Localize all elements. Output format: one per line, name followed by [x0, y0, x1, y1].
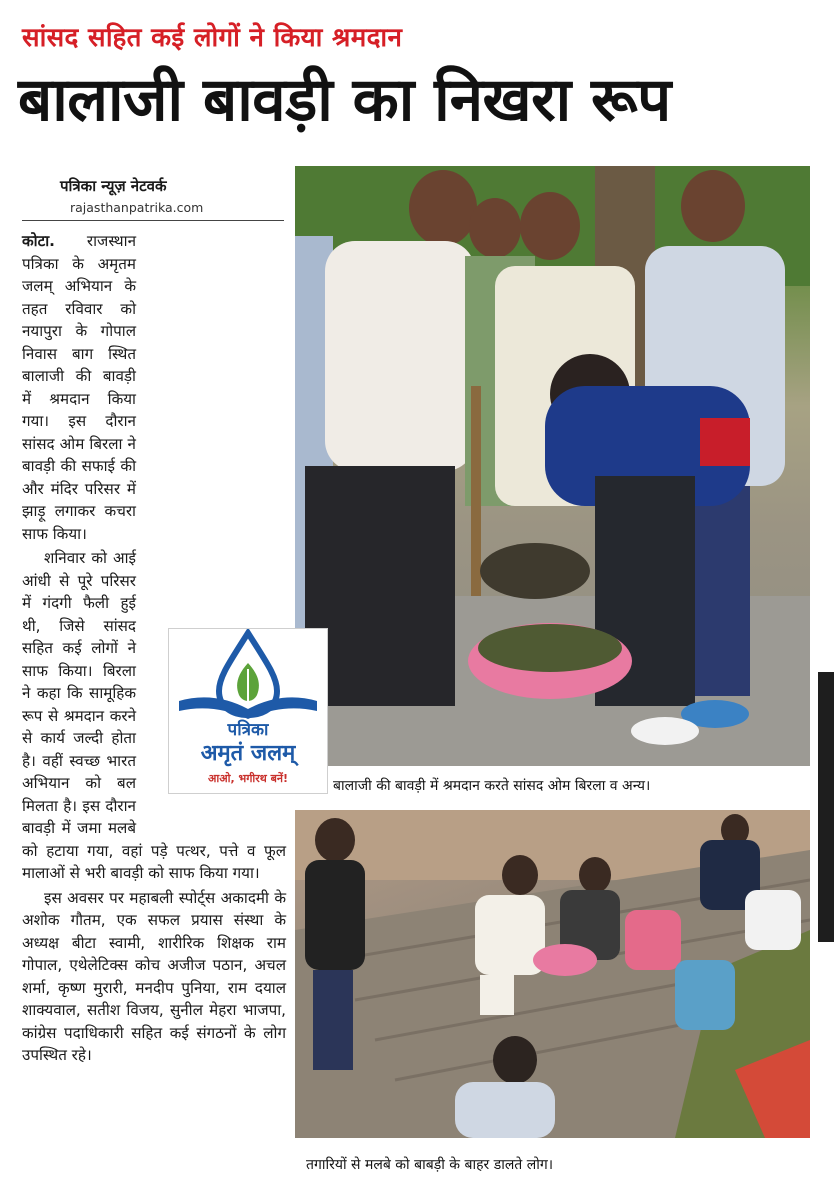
logo-tagline: आओ, भगीरथ बनें! [207, 772, 289, 785]
photo-mp-cleaning [295, 166, 810, 766]
article-paragraph-1 [22, 230, 286, 545]
byline-divider [22, 220, 284, 221]
article-kicker: सांसद सहित कई लोगों ने किया श्रमदान [22, 23, 403, 53]
amritam-jalam-logo [168, 628, 328, 794]
article-byline: पत्रिका न्यूज़ नेटवर्क [60, 177, 167, 195]
logo-name-line2: अमृतं जलम् [200, 741, 296, 766]
article-paragraph-1-text: राजस्थान पत्रिका के अमृतम जलम् अभियान के तहत रविवार को नयापुरा के गोपाल निवास बाग स्थित बालाजी की बावड़ी में श्रमदान किया गया। इस दौरान सांसद ओम बिरला ने बावड़ी की सफाई की और मंदिर परिसर में झाड़ू लगाकर कचरा साफ किया। [22, 232, 136, 543]
article-paragraph-2: शनिवार को आई आंधी से पूरे परिसर में गंदगी फैली हुई थी, जिसे सांसद सहित कई लोगों ने साफ किया। बिरला ने कहा कि सामूहिक रूप से श्रमदान करने से कार्य जल्दी होता है। वहीं स्वच्छ भारत अभियान को बल मिलता है। इस दौरान बावड़ी में जमा मलबे को हटाया गया, वहां पड़े पत्थर, पत्ते व फूल मालाओं से भरी बावड़ी को साफ किया गया। [22, 549, 286, 882]
article-paragraph-3: इस अवसर पर महाबली स्पोर्ट्स अकादमी के अशोक गौतम, एक सफल प्रयास संस्था के अध्यक्ष बीटा स्वामी, शारीरिक शिक्षक राम गोपाल, एथेलेटिक्स कोच अजीज पठान, अचल शर्मा, कृष्ण मुरारी, मनदीप पुनिया, राम दयाल शाक्यवाल, सतीश विजय, सुनील मेहरा भाजपा, कांग्रेस पदाधिकारी सहित कई संगठनों के लोग उपस्थित रहे। [22, 888, 286, 1064]
photo-mp-cleaning-illustration [295, 166, 810, 766]
adjacent-page-edge [818, 672, 834, 942]
photo-debris-removal-illustration [295, 810, 810, 1138]
photo-debris-removal [295, 810, 810, 1138]
article-dateline: कोटा. [22, 232, 55, 250]
article-headline: बालाजी बावड़ी का निखरा रूप [18, 65, 671, 135]
photo-mp-cleaning-caption: बालाजी की बावड़ी में श्रमदान करते सांसद ओम बिरला व अन्य। [333, 778, 651, 794]
water-drop-leaf-icon [169, 629, 327, 719]
publisher-website: rajasthanpatrika.com [70, 200, 204, 215]
logo-name-line1: पत्रिका [227, 720, 269, 740]
photo-debris-removal-caption: तगारियों से मलबे को बाबड़ी के बाहर डालते लोग। [306, 1157, 554, 1173]
